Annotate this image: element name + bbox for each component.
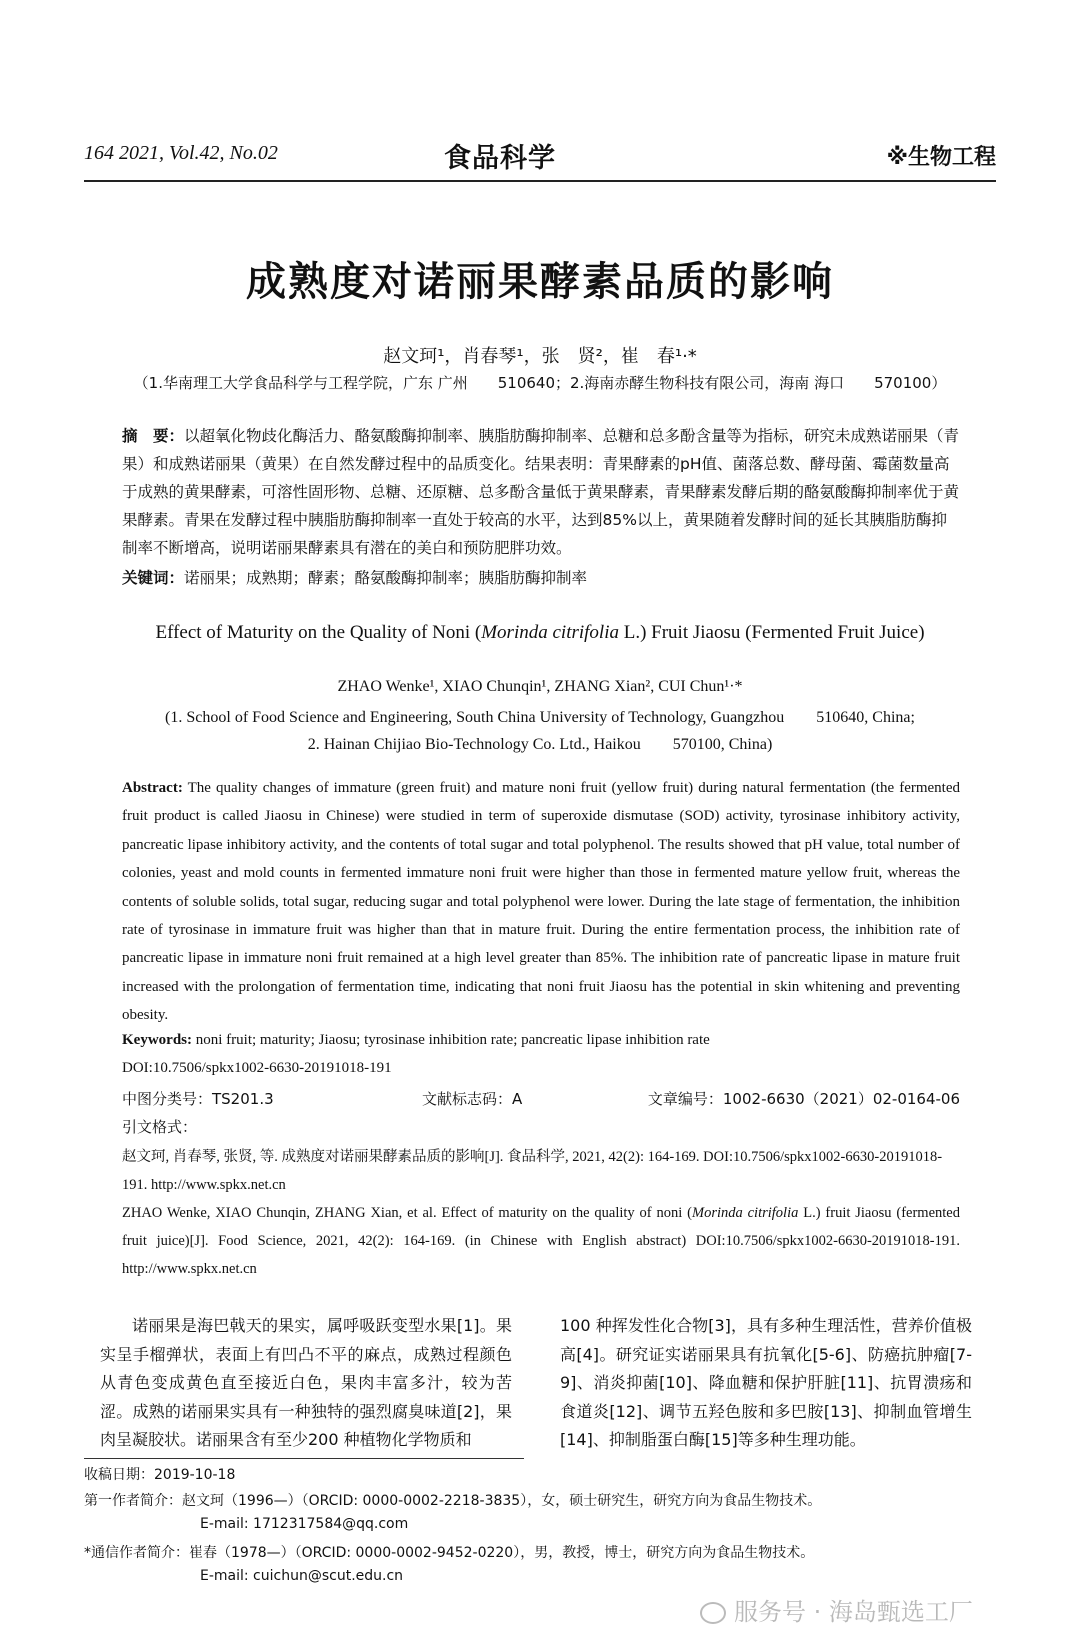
citation-en-part: ZHAO Wenke, XIAO Chunqin, ZHANG Xian, et al. Effect of maturity on the quality of noni ( [122, 1205, 692, 1221]
abstract-cn-label: 摘 要： [122, 427, 185, 445]
citation-en-part: L.) fruit Jiaosu (fermented fruit juice)[J]. Food Science, 2021, 42(2): 164-169. (in Chinese with English abstract) DOI:10.7506/spkx1002-6630-20191018-191. http://www.spkx.net.cn [122, 1205, 960, 1277]
body-paragraph: 100 种挥发性化合物[3]，具有多种生理活性，营养价值极高[4]。研究证实诺丽果具有抗氧化[5-6]、防癌抗肿瘤[7-9]、消炎抑菌[10]、降血糖和保护肝脏[11]、抗胃溃疡和食道炎[12]、调节五羟色胺和多巴胺[13]、抑制血管增生[14]、抑制脂蛋白酶[15]等多种生理功能。 [560, 1316, 972, 1449]
citation-cn: 赵文珂, 肖春琴, 张贤, 等. 成熟度对诺丽果酵素品质的影响[J]. 食品科学, 2021, 42(2): 164-169. DOI:10.7506/spkx1002-6630-20191018-191. http://www.spkx.net.cn [122, 1149, 943, 1193]
affiliation-cn: （1.华南理工大学食品科学与工程学院，广东 广州 510640；2.海南赤酵生物科技有限公司，海南 海口 570100） [133, 374, 947, 392]
wechat-icon [700, 1602, 726, 1624]
citation-en [122, 1199, 960, 1283]
footnote-rule [84, 1458, 524, 1459]
article-number: 文章编号：1002-6630（2021）02-0164-06 [647, 1090, 960, 1108]
abstract-en [122, 774, 960, 1030]
doi[interactable]: DOI:10.7506/spkx1002-6630-20191018-191 [122, 1060, 392, 1076]
header-rule [84, 180, 996, 182]
watermark-text: 服务号 · 海岛甄选工厂 [734, 1598, 973, 1626]
keywords-en [122, 1032, 960, 1049]
watermark [700, 1592, 973, 1627]
keywords-cn-label: 关键词： [122, 569, 185, 587]
abstract-en-label: Abstract: [122, 780, 183, 796]
authors-cn: 赵文珂¹，肖春琴¹，张 贤²，崔 春¹·* [383, 346, 697, 367]
abstract-cn [122, 422, 960, 562]
abstract-en-text: The quality changes of immature (green fruit) and mature noni fruit (yellow fruit) during natural fermentation (the fermented fruit product is called Jiaosu in Chinese) were studied in term of superoxide dismutase (SOD) activity, tyrosinase inhibitory activity, pancreatic lipase inhibitory activity, and the contents of total sugar and total polyphenol. The results showed that pH value, total number of colonies, yeast and mold counts in fermented immature noni fruit were higher than those in fermented mature yellow fruit, whereas the contents of soluble solids, total sugar, reducing sugar and total polyphenol were lower. During the late stage of fermentation, the inhibition rate of tyrosinase in immature fruit was higher than that in mature fruit. During the entire fermentation process, the inhibition rate of pancreatic lipase in immature noni fruit remained at a high level greater than 85%. The inhibition rate of pancreatic lipase in mature fruit increased with the prolongation of fermentation time, indicating that noni fruit Jiaosu has the potential in skin whitening and preventing obesity. [122, 780, 960, 1024]
clc-number: 中图分类号：TS201.3 [122, 1090, 274, 1108]
title-en-species: Morinda citrifolia [481, 622, 619, 643]
citation-label: 引文格式： [122, 1118, 198, 1136]
corresponding-author-email[interactable]: E-mail: cuichun@scut.edu.cn [200, 1568, 404, 1584]
classification-row [122, 1088, 960, 1112]
abstract-cn-text: 以超氧化物歧化酶活力、酪氨酸酶抑制率、胰脂肪酶抑制率、总糖和总多酚含量等为指标，研究未成熟诺丽果（青果）和成熟诺丽果（黄果）在自然发酵过程中的品质变化。结果表明：青果酵素的pH值、菌落总数、酵母菌、霉菌数量高于成熟的黄果酵素，可溶性固形物、总糖、还原糖、总多酚含量低于黄果酵素，青果酵素发酵后期的酪氨酸酶抑制率优于黄果酵素。青果在发酵过程中胰脂肪酶抑制率一直处于较高的水平，达到85%以上，黄果随着发酵时间的延长其胰脂肪酶抑制率不断增高，说明诺丽果酵素具有潜在的美白和预防肥胖功效。 [122, 427, 960, 557]
document-code: 文献标志码：A [422, 1090, 523, 1108]
keywords-en-label: Keywords: [122, 1032, 192, 1048]
citation-en-species: Morinda citrifolia [691, 1205, 799, 1221]
affiliation-en [0, 704, 1080, 758]
first-author-info: 第一作者简介：赵文珂（1996—）（ORCID: 0000-0002-2218-3835），女，硕士研究生，研究方向为食品生物技术。 [84, 1493, 822, 1509]
paper-title-en [0, 622, 1080, 644]
affiliation-en-line: 2. Hainan Chijiao Bio-Technology Co. Ltd., Haikou 570100, China) [307, 736, 773, 753]
affiliation-en-line: (1. School of Food Science and Engineering, South China University of Technology, Guangzhou 510640, China; [165, 709, 915, 726]
received-date: 收稿日期：2019-10-18 [84, 1467, 236, 1483]
keywords-en-text: noni fruit; maturity; Jiaosu; tyrosinase inhibition rate; pancreatic lipase inhibition rate [192, 1032, 710, 1048]
authors-en: ZHAO Wenke¹, XIAO Chunqin¹, ZHANG Xian², CUI Chun¹·* [337, 678, 743, 695]
corresponding-author-info: *通信作者简介：崔春（1978—）（ORCID: 0000-0002-9452-0220），男，教授，博士，研究方向为食品生物技术。 [84, 1545, 815, 1561]
issue-info: 164 2021, Vol.42, No.02 [84, 142, 278, 164]
journal-title: 食品科学 [444, 143, 556, 174]
first-author-email[interactable]: E-mail: 1712317584@qq.com [200, 1516, 409, 1532]
keywords-cn-text: 诺丽果；成熟期；酵素；酪氨酸酶抑制率；胰脂肪酶抑制率 [184, 569, 588, 587]
journal-header [84, 138, 996, 178]
body-column-left [100, 1312, 512, 1455]
section-label: ※生物工程 [886, 145, 996, 170]
body-paragraph: 诺丽果是海巴戟天的果实，属呼吸跃变型水果[1]。果实呈手榴弹状，表面上有凹凸不平的麻点，成熟过程颜色从青色变成黄色直至接近白色，果肉丰富多汁，较为苦涩。成熟的诺丽果实具有一种独特的强烈腐臭味道[2]，果肉呈凝胶状。诺丽果含有至少200 种植物化学物质和 [100, 1316, 512, 1449]
title-en-part: Effect of Maturity on the Quality of Noni ( [155, 622, 482, 643]
keywords-cn [122, 566, 960, 588]
paper-title-cn: 成熟度对诺丽果酵素品质的影响 [246, 259, 834, 305]
title-en-part: L.) Fruit Jiaosu (Fermented Fruit Juice) [618, 622, 925, 643]
body-column-right [560, 1312, 972, 1455]
